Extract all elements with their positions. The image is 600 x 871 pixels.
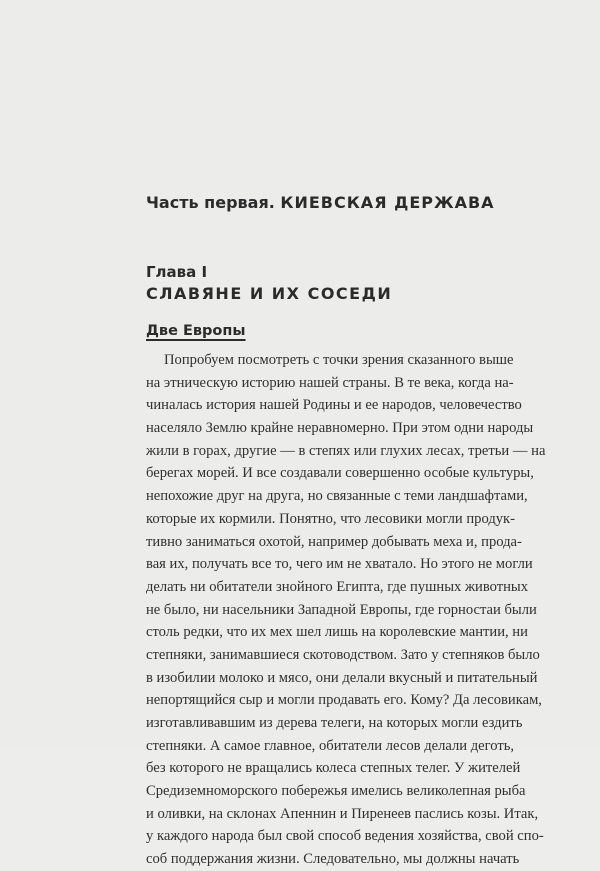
body-line: без которого не вращались колеса степных телег. У жителей [146,760,521,777]
body-line: тивно заниматься охотой, например добывать меха и, прода- [146,533,522,550]
body-line: изготавливавшим из дерева телеги, на которых могли ездить [146,715,523,731]
body-line: степняки. А самое главное, обитатели лесов делали деготь, [146,737,515,754]
body-paragraph [146,349,546,871]
chapter-title: СЛАВЯНЕ И ИХ СОСЕДИ [146,284,393,303]
body-line: у каждого народа был свой способ ведения хозяйства, свой спо- [146,828,544,845]
body-line: на этническую историю нашей страны. В те века, когда на- [146,374,514,391]
body-line: берегах морей. И все создавали совершенно особые культуры, [146,465,534,482]
part-title-name: КИЕВСКАЯ ДЕРЖАВА [280,193,495,212]
body-line: которые их кормили. Понятно, что лесовики могли продук- [146,510,516,527]
body-line: непохожие друг на друга, но связанные с теми ландшафтами, [146,488,528,505]
part-title-prefix: Часть первая. [146,193,275,212]
body-line: Попробуем посмотреть с точки зрения сказанного выше [164,352,514,368]
body-line: населяло Землю крайне неравномерно. При этом одни народы [146,420,534,437]
body-line: в изобилии молоко и мясо, они делали вкусный и питательный [146,669,538,686]
body-line: жили в горах, другие — в степях или глухих лесах, третьи — на [146,442,546,459]
body-line: Средиземноморского побережья имелись великолепная рыба [146,783,526,800]
body-line: и оливки, на склонах Апеннин и Пиренеев паслись козы. Итак, [146,805,539,822]
body-line: чиналась история нашей Родины и ее народов, человечество [146,397,522,414]
body-line: вая их, получать все то, чего им не хватало. Но этого не могли [146,556,533,573]
chapter-label: Глава I [146,263,208,281]
body-line: степняки, занимавшиеся скотоводством. Зато у степняков было [146,646,540,663]
body-line: делать ни обитатели знойного Египта, где пушных животных [146,578,529,595]
section-title: Две Европы [146,323,246,339]
body-line: не было, ни насельники Западной Европы, где горностаи были [146,601,537,618]
body-line: непортящийся сыр и могли продавать его. Кому? Да лесовикам, [146,692,542,709]
body-line: соб поддержания жизни. Следовательно, мы должны начать [146,851,520,868]
body-line: столь редки, что их мех шел лишь на королевские мантии, ни [146,624,528,641]
part-title [146,193,495,212]
